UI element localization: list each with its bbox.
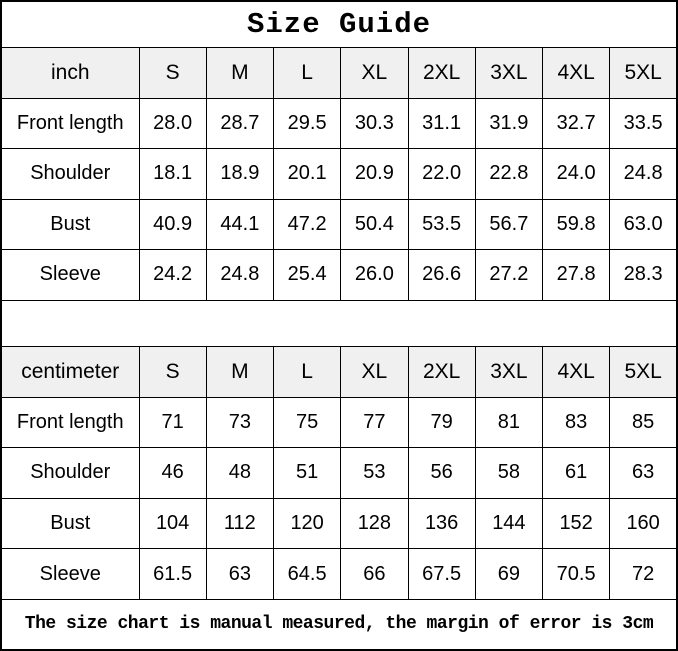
size-value-cell: 29.5 (274, 98, 341, 149)
size-value-cell: 56 (408, 448, 475, 499)
size-value-cell: 33.5 (610, 98, 677, 149)
size-value-cell: 22.8 (475, 149, 542, 200)
size-value-cell: 31.9 (475, 98, 542, 149)
size-header-cell: 5XL (610, 347, 677, 398)
size-value-cell: 20.1 (274, 149, 341, 200)
size-guide-title: Size Guide (1, 1, 677, 48)
size-value-cell: 160 (610, 498, 677, 549)
size-value-cell: 27.2 (475, 250, 542, 301)
size-header-cell: 2XL (408, 347, 475, 398)
size-value-cell: 58 (475, 448, 542, 499)
table-row (1, 199, 677, 250)
size-header-cell: 2XL (408, 48, 475, 99)
table-row (1, 98, 677, 149)
size-value-cell: 46 (139, 448, 206, 499)
footer-note: The size chart is manual measured, the margin of error is 3cm (1, 599, 677, 650)
size-value-cell: 61 (543, 448, 610, 499)
unit-header-inch: inch (1, 48, 139, 99)
size-header-cell: M (206, 347, 273, 398)
table-row (1, 448, 677, 499)
size-value-cell: 56.7 (475, 199, 542, 250)
size-value-cell: 79 (408, 397, 475, 448)
centimeter-header-row (1, 347, 677, 398)
size-value-cell: 28.7 (206, 98, 273, 149)
table-gap-row (1, 300, 677, 347)
size-value-cell: 28.0 (139, 98, 206, 149)
size-value-cell: 26.0 (341, 250, 408, 301)
size-value-cell: 48 (206, 448, 273, 499)
size-value-cell: 40.9 (139, 199, 206, 250)
title-row (1, 1, 677, 48)
size-value-cell: 47.2 (274, 199, 341, 250)
size-value-cell: 63.0 (610, 199, 677, 250)
size-value-cell: 22.0 (408, 149, 475, 200)
size-value-cell: 59.8 (543, 199, 610, 250)
inch-header-row (1, 48, 677, 99)
table-row (1, 149, 677, 200)
measurement-label-cell: Bust (1, 199, 139, 250)
size-value-cell: 24.8 (610, 149, 677, 200)
size-value-cell: 75 (274, 397, 341, 448)
size-header-cell: L (274, 48, 341, 99)
size-value-cell: 32.7 (543, 98, 610, 149)
size-value-cell: 26.6 (408, 250, 475, 301)
size-value-cell: 64.5 (274, 549, 341, 600)
size-header-cell: 3XL (475, 347, 542, 398)
size-value-cell: 63 (206, 549, 273, 600)
size-header-cell: 5XL (610, 48, 677, 99)
size-value-cell: 73 (206, 397, 273, 448)
size-value-cell: 77 (341, 397, 408, 448)
size-value-cell: 66 (341, 549, 408, 600)
size-header-cell: 3XL (475, 48, 542, 99)
measurement-label-cell: Bust (1, 498, 139, 549)
size-header-cell: 4XL (543, 347, 610, 398)
size-header-cell: L (274, 347, 341, 398)
size-value-cell: 53.5 (408, 199, 475, 250)
table-row (1, 250, 677, 301)
size-value-cell: 128 (341, 498, 408, 549)
size-value-cell: 104 (139, 498, 206, 549)
size-value-cell: 27.8 (543, 250, 610, 301)
size-value-cell: 72 (610, 549, 677, 600)
size-header-cell: S (139, 347, 206, 398)
size-value-cell: 31.1 (408, 98, 475, 149)
size-value-cell: 44.1 (206, 199, 273, 250)
size-value-cell: 20.9 (341, 149, 408, 200)
measurement-label-cell: Front length (1, 98, 139, 149)
size-value-cell: 63 (610, 448, 677, 499)
size-value-cell: 53 (341, 448, 408, 499)
size-value-cell: 50.4 (341, 199, 408, 250)
size-value-cell: 69 (475, 549, 542, 600)
size-header-cell: XL (341, 347, 408, 398)
measurement-label-cell: Shoulder (1, 448, 139, 499)
table-row (1, 549, 677, 600)
size-value-cell: 51 (274, 448, 341, 499)
unit-header-centimeter: centimeter (1, 347, 139, 398)
size-value-cell: 70.5 (543, 549, 610, 600)
size-value-cell: 28.3 (610, 250, 677, 301)
size-value-cell: 24.8 (206, 250, 273, 301)
size-value-cell: 120 (274, 498, 341, 549)
measurement-label-cell: Shoulder (1, 149, 139, 200)
measurement-label-cell: Sleeve (1, 250, 139, 301)
measurement-label-cell: Sleeve (1, 549, 139, 600)
table-row (1, 397, 677, 448)
size-value-cell: 112 (206, 498, 273, 549)
size-value-cell: 18.1 (139, 149, 206, 200)
size-value-cell: 83 (543, 397, 610, 448)
size-value-cell: 136 (408, 498, 475, 549)
size-value-cell: 85 (610, 397, 677, 448)
size-header-cell: XL (341, 48, 408, 99)
size-header-cell: M (206, 48, 273, 99)
size-header-cell: S (139, 48, 206, 99)
size-value-cell: 67.5 (408, 549, 475, 600)
size-value-cell: 71 (139, 397, 206, 448)
size-value-cell: 25.4 (274, 250, 341, 301)
size-value-cell: 81 (475, 397, 542, 448)
size-value-cell: 24.0 (543, 149, 610, 200)
table-gap (1, 300, 677, 347)
measurement-label-cell: Front length (1, 397, 139, 448)
table-row (1, 498, 677, 549)
size-value-cell: 30.3 (341, 98, 408, 149)
size-value-cell: 152 (543, 498, 610, 549)
size-value-cell: 144 (475, 498, 542, 549)
size-value-cell: 24.2 (139, 250, 206, 301)
footer-row (1, 599, 677, 650)
size-header-cell: 4XL (543, 48, 610, 99)
size-value-cell: 61.5 (139, 549, 206, 600)
size-value-cell: 18.9 (206, 149, 273, 200)
